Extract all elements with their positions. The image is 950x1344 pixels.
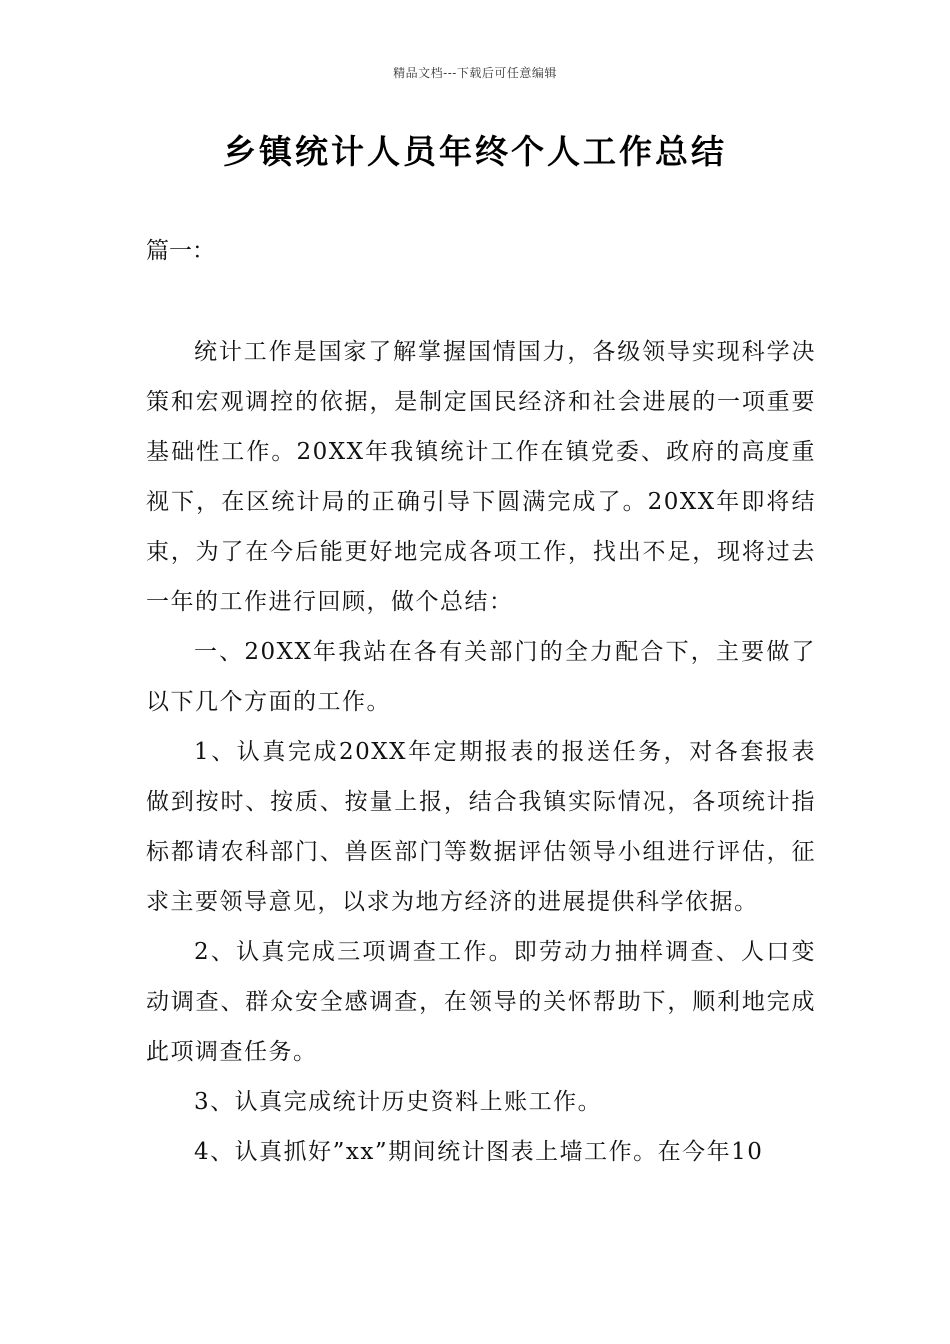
document-body bbox=[146, 327, 816, 1177]
paragraph-section-one: 一、20XX年我站在各有关部门的全力配合下，主要做了以下几个方面的工作。 bbox=[146, 639, 816, 715]
paragraph-item-1: 1、认真完成20XX年定期报表的报送任务，对各套报表做到按时、按质、按量上报，结合我镇实际情况，各项统计指标都请农科部门、兽医部门等数据评估领导小组进行评估，征求主要领导意见，以求为地方经济的进展提供科学依据。 bbox=[146, 739, 816, 915]
paragraph-intro: 统计工作是国家了解掌握国情国力，各级领导实现科学决策和宏观调控的依据，是制定国民经济和社会进展的一项重要基础性工作。20XX年我镇统计工作在镇党委、政府的高度重视下，在区统计局的正确引导下圆满完成了。20XX年即将结束，为了在今后能更好地完成各项工作，找出不足，现将过去一年的工作进行回顾，做个总结： bbox=[146, 339, 816, 615]
header-note: 精品文档---下载后可任意编辑 bbox=[393, 66, 557, 80]
document-title: 乡镇统计人员年终个人工作总结 bbox=[223, 132, 727, 171]
paragraph-item-4: 4、认真抓好”xx”期间统计图表上墙工作。在今年10 bbox=[194, 1139, 764, 1165]
paragraph-item-3: 3、认真完成统计历史资料上账工作。 bbox=[194, 1089, 603, 1115]
paragraph-item-2: 2、认真完成三项调查工作。即劳动力抽样调查、人口变动调查、群众安全感调查，在领导的关怀帮助下，顺利地完成此项调查任务。 bbox=[146, 939, 816, 1065]
section-label: 篇一： bbox=[146, 238, 215, 264]
